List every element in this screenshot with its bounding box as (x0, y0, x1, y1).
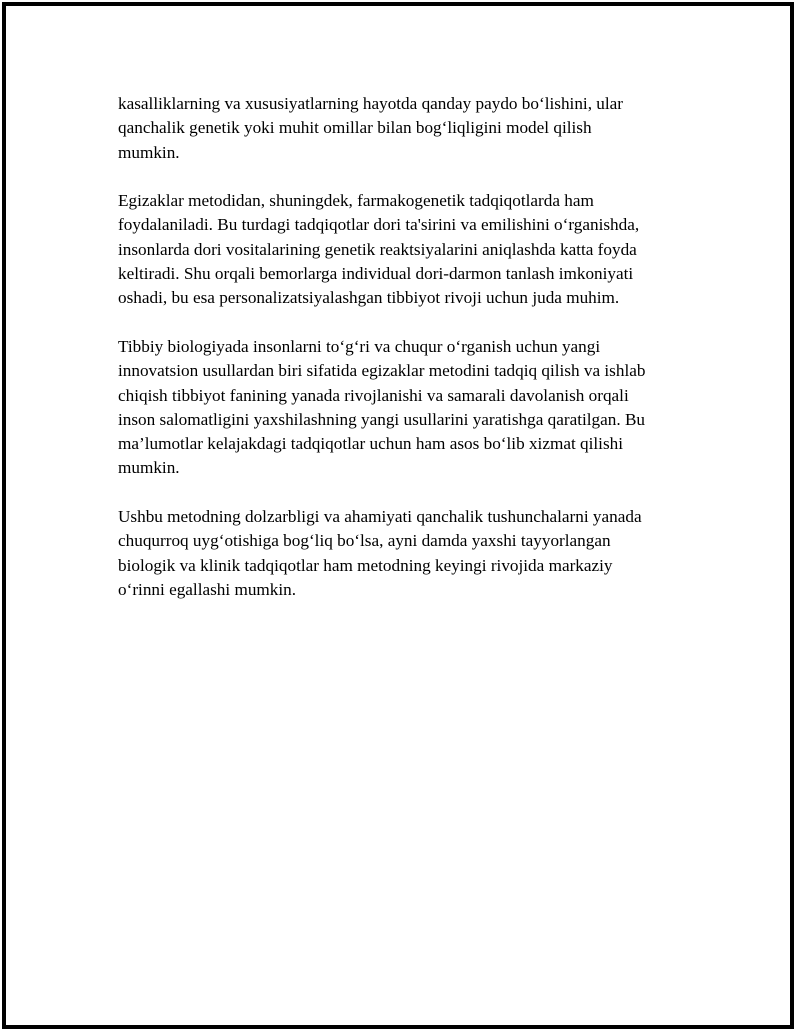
paragraph: Egizaklar metodidan, shuningdek, farmakogenetik tadqiqotlarda ham foydalaniladi. Bu turdagi tadqiqotlar dori ta'sirini va emilishini o‘rganishda, insonlarda dori vositalarining genetik reaktsiyalarini aniqlashda katta foyda keltiradi. Shu orqali bemorlarga individual dori-darmon tanlash imkoniyati oshadi, bu esa personalizatsiyalashgan tibbiyot rivoji uchun juda muhim. (118, 191, 640, 308)
paragraph: kasalliklarning va xususiyatlarning hayotda qanday paydo bo‘lishini, ular qanchalik genetik yoki muhit omillar bilan bog‘liqligini model qilish mumkin. (118, 94, 624, 162)
paragraph: Tibbiy biologiyada insonlarni to‘g‘ri va chuqur o‘rganish uchun yangi innovatsion usullardan biri sifatida egizaklar metodini tadqiq qilish va ishlab chiqish tibbiyot fanining yanada rivojlanishi va samarali davolanish orqali inson salomatligini yaxshilashning yangi usullarini yaratishga qaratilgan. Bu ma’lumotlar kelajakdagi tadqiqotlar uchun ham asos bo‘lib xizmat qilishi mumkin. (118, 336, 646, 478)
paragraph: Ushbu metodning dolzarbligi va ahamiyati qanchalik tushunchalarni yanada chuqurroq uyg‘otishiga bog‘liq bo‘lsa, ayni damda yaxshi tayyorlangan biologik va klinik tadqiqotlar ham metodning keyingi rivojida markaziy o‘rinni egallashi mumkin. (118, 507, 642, 599)
document-body (118, 92, 698, 627)
